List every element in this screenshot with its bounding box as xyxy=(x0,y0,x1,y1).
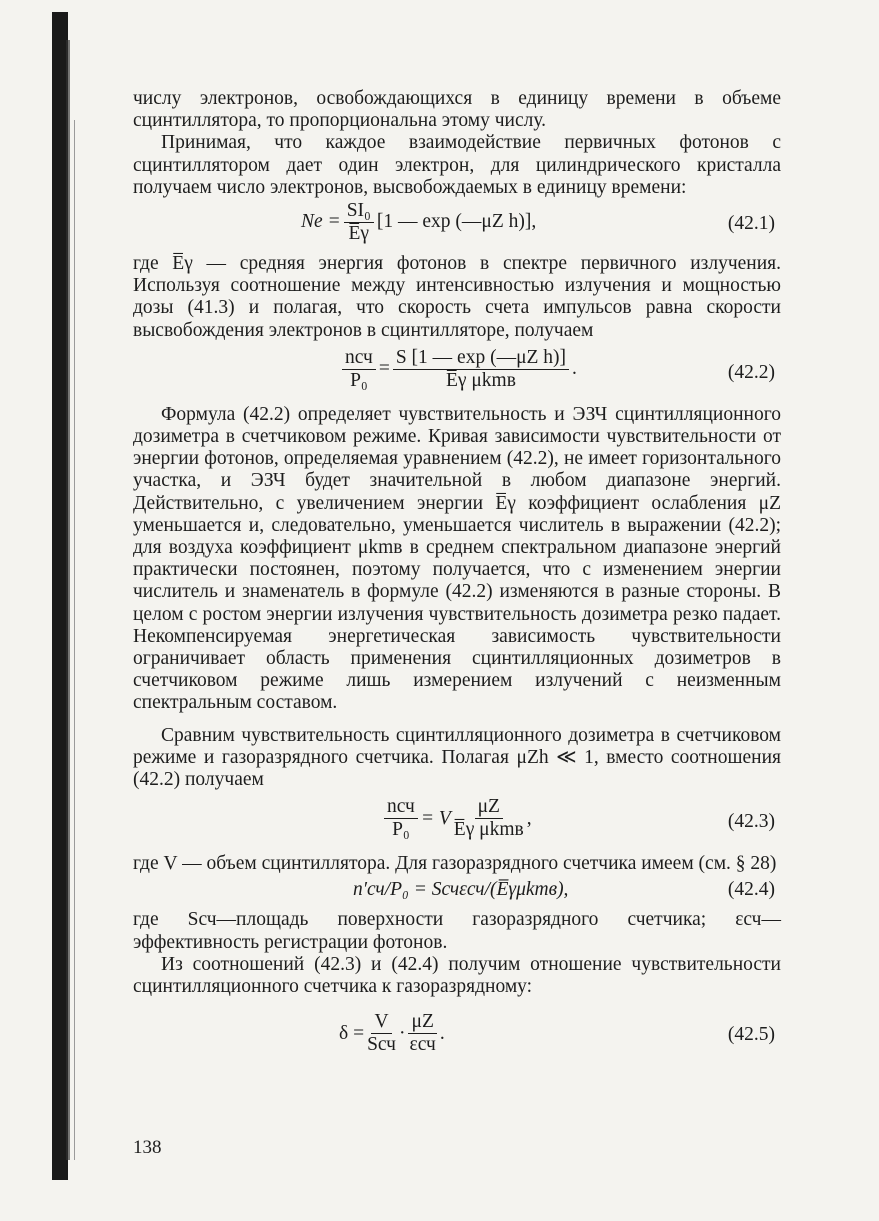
paragraph-5: Сравним чувствительность сцинтилляционного дозиметра в счетчиковом режиме и газоразрядного счетчика. Полагая μZh ≪ 1, вместо соотношения (42.2) получаем xyxy=(133,724,781,791)
page-number: 138 xyxy=(133,1137,162,1158)
equation-42-3: $\frac{\text{nсч}}{\text{P₀}}$ = V $\frac{\mu Z}{\text{E̅γ μkmв}}$ , (42.3) xyxy=(133,791,781,853)
equation-42-2: $\frac{\text{nсч}}{\text{P₀}}$ = $\frac{\text{S [1 — exp (—μZ h)]}}{\text{E̅γ μkmв}}$ . (42.2) xyxy=(133,342,781,404)
eq4-body: n′сч/P₀ = Sсчεсч/(E̅γμkmв), xyxy=(353,879,569,901)
eq2-left-denominator: P₀ xyxy=(350,369,368,391)
paragraph-2: Принимая, что каждое взаимодействие первичных фотонов с сцинтиллятором дает один электрон, для цилиндрического кристалла получаем число электронов, высвобождаемых в единицу времени: xyxy=(133,132,781,198)
eq3-mid: = V xyxy=(420,807,451,829)
paragraph-3: где E̅γ — средняя энергия фотонов в спектре первичного излучения. Используя соотношение между интенсивностью излучения и мощностью дозы (41.3) и полагая, что скорость счета импульсов равна скорости высвобождения электронов в сцинтилляторе, получаем xyxy=(133,253,781,341)
eq3-numerator: μZ xyxy=(475,797,503,819)
eq2-denominator: E̅γ μkmв xyxy=(445,369,516,391)
paragraph-7: где Sсч—площадь поверхности газоразрядного счетчика; εсч—эффективность регистрации фотонов. xyxy=(133,909,781,953)
eq5-denominator-1: Sсч xyxy=(367,1034,396,1056)
eq1-denominator: E̅γ xyxy=(348,223,370,245)
paragraph-6: где V — объем сцинтиллятора. Для газоразрядного счетчика имеем (см. § 28) xyxy=(133,853,777,875)
eq5-numerator-2: μZ xyxy=(408,1012,436,1034)
page-edge-line xyxy=(74,120,75,1160)
eq1-lhs: Ne = xyxy=(301,211,341,233)
eq4-label: (42.4) xyxy=(727,879,775,901)
page-text xyxy=(133,88,781,1060)
eq3-left-numerator: nсч xyxy=(384,797,418,819)
eq3-denominator: E̅γ μkmв xyxy=(453,819,524,841)
eq5-denominator-2: εсч xyxy=(409,1034,436,1056)
equation-42-4 xyxy=(133,875,781,909)
eq1-numerator: SI₀ xyxy=(344,201,374,223)
eq1-rest: [1 — exp (—μZ h)], xyxy=(376,211,537,233)
paragraph-1: числу электронов, освобождающихся в единицу времени в объеме сцинтиллятора, то пропорциональна этому числу. xyxy=(133,88,781,132)
eq2-numerator: S [1 — exp (—μZ h)] xyxy=(393,348,569,370)
book-binding-edge xyxy=(66,40,70,1160)
eq5-label: (42.5) xyxy=(727,1024,775,1046)
eq3-left-denominator: P₀ xyxy=(392,819,410,841)
eq3-label: (42.3) xyxy=(727,811,775,833)
paragraph-8: Из соотношений (42.3) и (42.4) получим отношение чувствительности сцинтилляционного счетчика к газоразрядному: xyxy=(133,953,781,998)
eq2-label: (42.2) xyxy=(727,361,775,383)
eq5-numerator-1: V xyxy=(371,1012,391,1034)
eq2-left-numerator: nсч xyxy=(342,348,376,370)
paragraph-4: Формула (42.2) определяет чувствительность и ЭЗЧ сцинтилляционного дозиметра в счетчиковом режиме. Кривая зависимости чувствительности от энергии фотонов, определяемая уравнением (42.2), не имеет горизонтального участка, и ЭЗЧ будет значительной в любом диапазоне энергий. Действительно, с увеличением энергии E̅γ коэффициент ослабления μZ уменьшается и, следовательно, уменьшается числитель в выражении (42.2); для воздуха коэффициент μkmв в среднем спектральном диапазоне энергий практически постоянен, поэтому получается, что с изменением энергии числитель и знаменатель в формуле (42.2) изменяются в разные стороны. В целом с ростом энергии излучения чувствительность дозиметра резко падает. Некомпенсируемая энергетическая зависимость чувствительности ограничивает область применения сцинтилляционных дозиметров в счетчиковом режиме лишь измерением излучений с неизменным спектральным составом. xyxy=(133,403,781,714)
eq1-label: (42.1) xyxy=(727,213,775,235)
eq5-lhs: δ = xyxy=(339,1022,365,1044)
equation-42-5: δ = $\frac{V}{\text{Sсч}}$ · $\frac{\mu Z}{\text{εсч}}$ . (42.5) xyxy=(339,1011,775,1056)
equation-42-1 xyxy=(133,199,781,253)
